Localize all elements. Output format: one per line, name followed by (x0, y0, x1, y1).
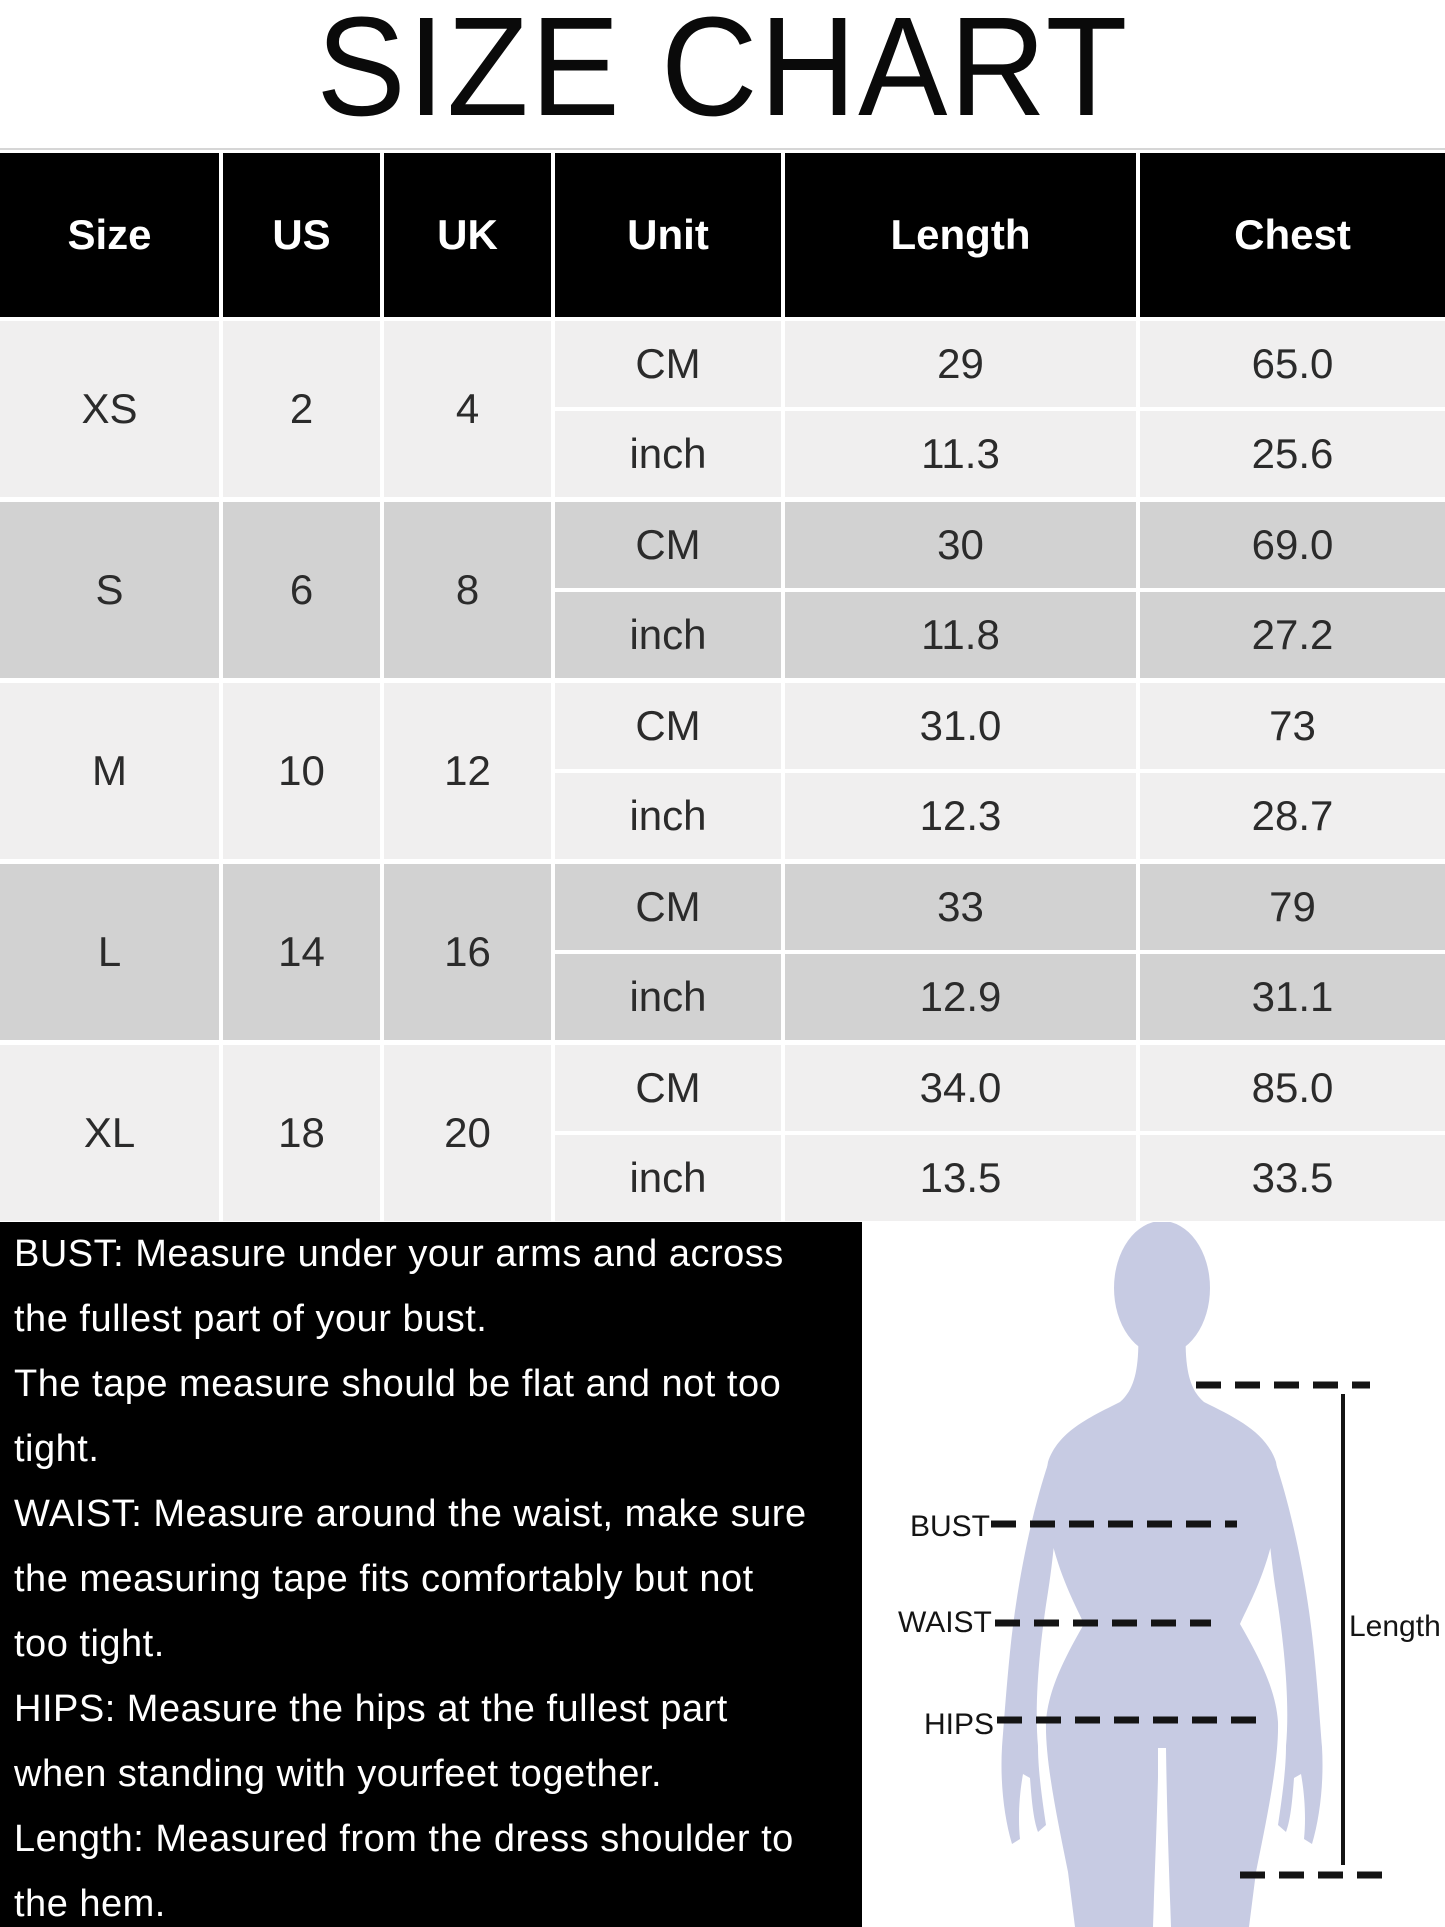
body-silhouette-svg (862, 1222, 1445, 1927)
uk-cell: 4 (384, 321, 551, 497)
table-header-row (0, 153, 1445, 317)
header-size: Size (0, 153, 219, 317)
chest-inch-cell: 31.1 (1140, 954, 1445, 1040)
hips-label: HIPS (924, 1708, 995, 1741)
length-cm-cell: 31.0 (785, 683, 1136, 769)
chest-inch-cell: 27.2 (1140, 592, 1445, 678)
length-inch-cell: 11.8 (785, 592, 1136, 678)
page-title: SIZE CHART (316, 0, 1129, 145)
header-chest: Chest (1140, 153, 1445, 317)
size-cell: S (0, 502, 219, 678)
table-row-xs (0, 321, 1445, 497)
length-inch-cell: 11.3 (785, 411, 1136, 497)
unit-inch-cell: inch (555, 1135, 781, 1221)
chest-cm-cell: 69.0 (1140, 502, 1445, 588)
length-cm-cell: 34.0 (785, 1045, 1136, 1131)
uk-cell: 20 (384, 1045, 551, 1221)
header-us: US (223, 153, 380, 317)
size-cell: XL (0, 1045, 219, 1221)
table-row-xl (0, 1045, 1445, 1221)
length-cm-cell: 29 (785, 321, 1136, 407)
chest-inch-cell: 28.7 (1140, 773, 1445, 859)
note-line: HIPS: Measure the hips at the fullest part (14, 1688, 728, 1730)
measurement-instructions (0, 1222, 862, 1927)
size-cell: XS (0, 321, 219, 497)
note-line: The tape measure should be flat and not too (14, 1363, 782, 1405)
note-line: too tight. (14, 1623, 165, 1665)
note-line: BUST: Measure under your arms and across (14, 1233, 784, 1275)
size-cell: L (0, 864, 219, 1040)
unit-cm-cell: CM (555, 321, 781, 407)
unit-cm-cell: CM (555, 502, 781, 588)
us-cell: 14 (223, 864, 380, 1040)
size-cell: M (0, 683, 219, 859)
unit-inch-cell: inch (555, 592, 781, 678)
body-right-arm (1266, 1464, 1323, 1844)
unit-cm-cell: CM (555, 1045, 781, 1131)
us-cell: 2 (223, 321, 380, 497)
page-title-area (0, 0, 1445, 148)
chest-cm-cell: 85.0 (1140, 1045, 1445, 1131)
size-table (0, 148, 1445, 1226)
table-top-border (0, 148, 1445, 150)
us-cell: 10 (223, 683, 380, 859)
chest-cm-cell: 73 (1140, 683, 1445, 769)
chest-cm-cell: 79 (1140, 864, 1445, 950)
note-line: Length: Measured from the dress shoulder to (14, 1818, 794, 1860)
length-cm-cell: 33 (785, 864, 1136, 950)
unit-cm-cell: CM (555, 683, 781, 769)
measurement-figure (862, 1222, 1445, 1927)
length-inch-cell: 12.9 (785, 954, 1136, 1040)
chest-inch-cell: 33.5 (1140, 1135, 1445, 1221)
length-inch-cell: 13.5 (785, 1135, 1136, 1221)
header-unit: Unit (555, 153, 781, 317)
note-line: tight. (14, 1428, 100, 1470)
bust-label: BUST (910, 1510, 991, 1543)
unit-inch-cell: inch (555, 773, 781, 859)
unit-cm-cell: CM (555, 864, 781, 950)
header-length: Length (785, 153, 1136, 317)
table-row-m (0, 683, 1445, 859)
waist-label: WAIST (898, 1606, 992, 1639)
note-line: the fullest part of your bust. (14, 1298, 488, 1340)
unit-inch-cell: inch (555, 411, 781, 497)
length-cm-cell: 30 (785, 502, 1136, 588)
uk-cell: 8 (384, 502, 551, 678)
chest-cm-cell: 65.0 (1140, 321, 1445, 407)
us-cell: 18 (223, 1045, 380, 1221)
length-label: Length (1349, 1610, 1441, 1643)
uk-cell: 12 (384, 683, 551, 859)
uk-cell: 16 (384, 864, 551, 1040)
unit-inch-cell: inch (555, 954, 781, 1040)
header-uk: UK (384, 153, 551, 317)
note-line: the measuring tape fits comfortably but not (14, 1558, 754, 1600)
table-row-l (0, 864, 1445, 1040)
chest-inch-cell: 25.6 (1140, 411, 1445, 497)
length-inch-cell: 12.3 (785, 773, 1136, 859)
note-line: the hem. (14, 1883, 166, 1925)
table-row-s (0, 502, 1445, 678)
note-line: when standing with yourfeet together. (14, 1753, 663, 1795)
us-cell: 6 (223, 502, 380, 678)
note-line: WAIST: Measure around the waist, make sure (14, 1493, 807, 1535)
